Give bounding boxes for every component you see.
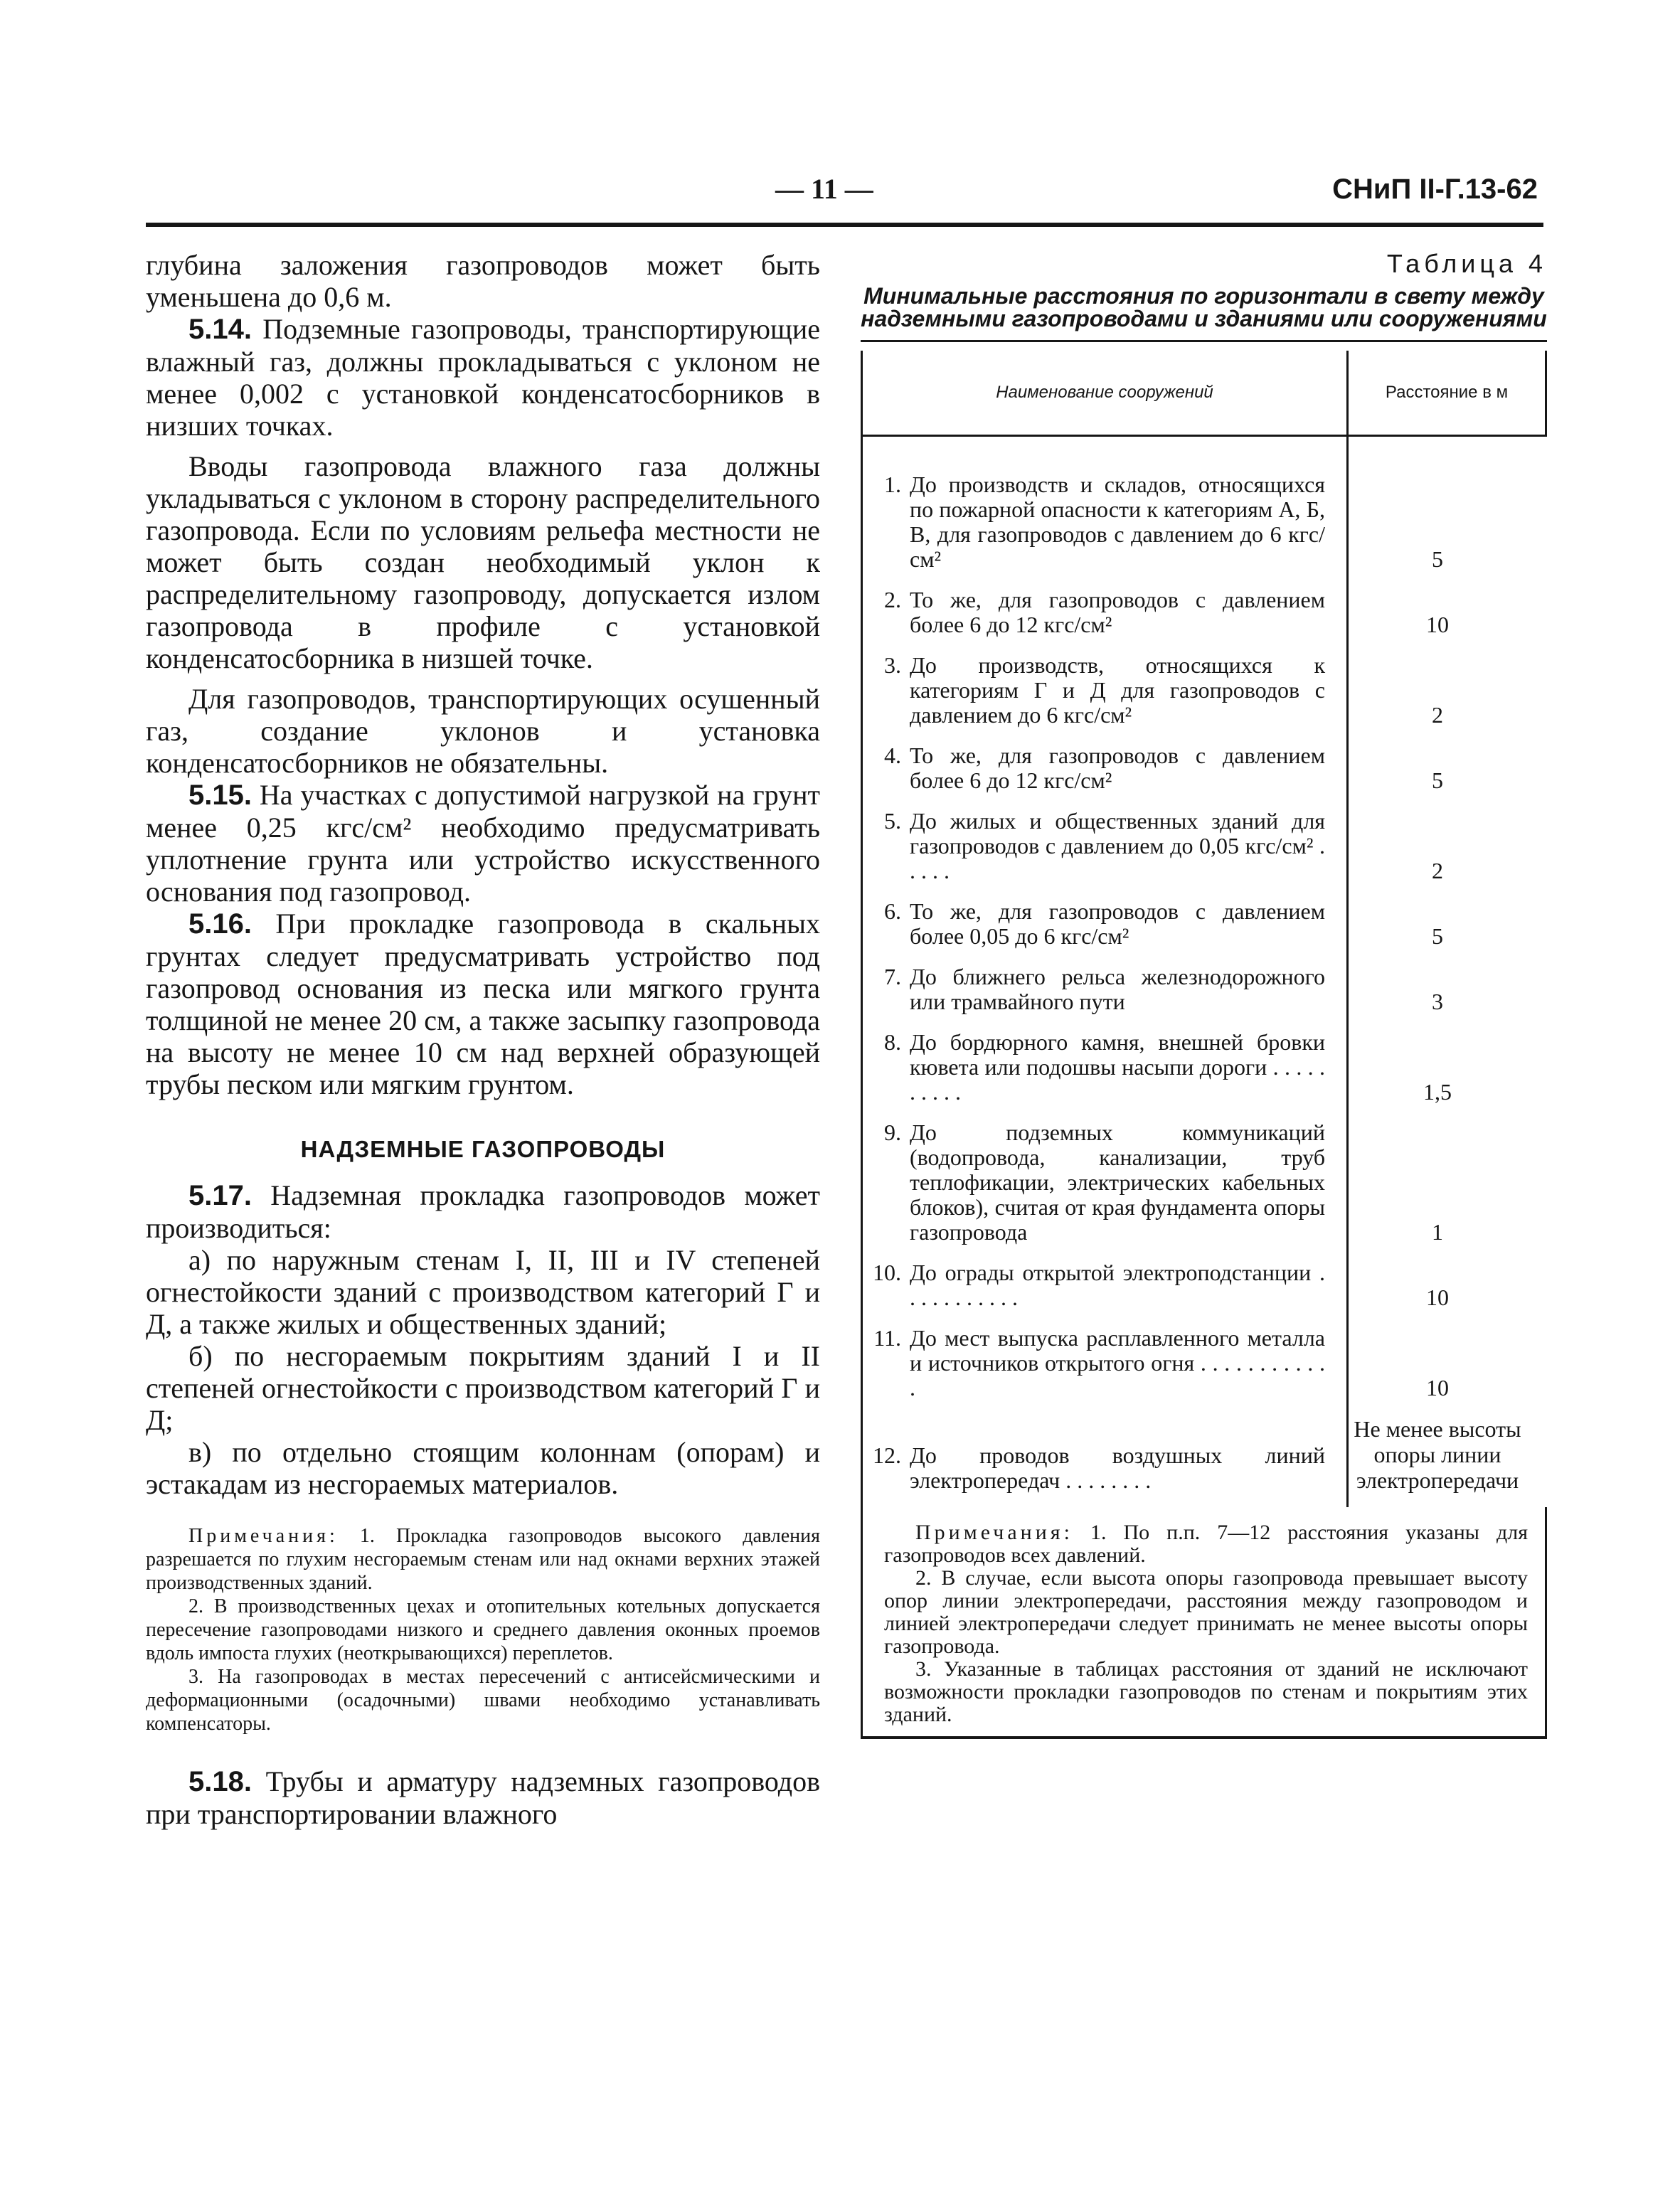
header-rule — [146, 223, 1543, 227]
row-text: До производств и складов, относящихся по пожарной опасности к категориям А, Б, В, для газопроводов с давлением до 6 кгс/см² — [910, 472, 1325, 572]
right-column — [861, 249, 1547, 1739]
row-text: То же, для газопроводов с давлением более 6 до 12 кгс/см² — [910, 743, 1325, 793]
page-number: — 11 — — [775, 173, 873, 205]
row-text: До подземных коммуникаций (водопровода, канализации, труб теплофикации, электрических кабельных блоков), считая от края фундамента опоры газопровода — [910, 1120, 1325, 1245]
clause-text: Трубы и арматуру надземных газопроводов при транспортировании влажного — [146, 1765, 820, 1830]
row-text: До жилых и общественных зданий для газопроводов с давлением до 0,05 кгс/см² . . . . . — [910, 808, 1325, 883]
clause-5-17 — [146, 1179, 820, 1244]
row-number: 11. — [873, 1325, 901, 1351]
table-note-3: 3. Указанные в таблицах расстояния от зданий не исключают возможности прокладки газопроводов по стенам и покрытиям этих зданий. — [884, 1657, 1528, 1726]
row-distance: 3 — [1432, 989, 1443, 1014]
row-number: 12. — [873, 1442, 901, 1468]
table-notes — [861, 1507, 1547, 1739]
row-name-cell — [863, 588, 1325, 637]
list-item-c: в) по отдельно стоящим колоннам (опорам) и эстакадам из несгораемых материалов. — [146, 1436, 820, 1500]
row-number: 2. — [884, 587, 901, 612]
table-row — [863, 1260, 1547, 1310]
row-name-cell — [863, 809, 1325, 883]
table-row — [863, 1326, 1547, 1400]
notes-label: Примечания: — [915, 1521, 1073, 1544]
table-label: Таблица 4 — [1386, 249, 1547, 278]
row-distance: 1 — [1432, 1219, 1443, 1245]
paragraph-continuation: глубина заложения газопроводов может быть уменьшена до 0,6 м. — [146, 249, 820, 313]
paragraph: Для газопроводов, транспортирующих осушенный газ, создание уклонов и установка конденсатосборников не обязательны. — [146, 683, 820, 779]
table-row — [863, 1416, 1547, 1493]
column-header-name: Наименование сооружений — [996, 383, 1213, 402]
clause-5-18 — [146, 1765, 820, 1830]
table-title: Минимальные расстояния по горизонтали в свету между надземными газопроводами и зданиями или сооружениями — [861, 283, 1547, 331]
clause-5-14 — [146, 313, 820, 442]
row-text: До ограды открытой электроподстанции . . . . . . . . . . . — [910, 1260, 1325, 1310]
table-note-1 — [884, 1521, 1528, 1567]
row-distance: 5 — [1432, 546, 1443, 572]
row-number: 10. — [873, 1260, 901, 1285]
row-number: 9. — [884, 1120, 901, 1145]
row-distance: 2 — [1432, 858, 1443, 883]
table-row — [863, 809, 1547, 883]
row-text: До мест выпуска расплавленного металла и источников открытого огня . . . . . . . . . . . . — [910, 1325, 1325, 1400]
row-number: 1. — [884, 472, 901, 497]
row-name-cell — [863, 472, 1325, 572]
table-row — [863, 653, 1547, 728]
clause-number: 5.14. — [188, 314, 252, 345]
document-code: СНиП II-Г.13-62 — [1332, 174, 1538, 205]
row-number: 7. — [884, 964, 901, 989]
clause-5-16 — [146, 908, 820, 1100]
note-3: 3. На газопроводах в местах пересечений с антисейсмическими и деформационными (осадочными) швами необходимо устанавливать компенсаторы. — [146, 1666, 820, 1735]
row-number: 4. — [884, 743, 901, 768]
table-row — [863, 1120, 1547, 1245]
clause-5-15 — [146, 779, 820, 908]
list-item-a: а) по наружным стенам I, II, III и IV степеней огнестойкости зданий с производством категорий Г и Д, а также жилых и общественных зданий; — [146, 1244, 820, 1340]
row-distance: Не менее высоты опоры линии электропередачи — [1354, 1416, 1521, 1493]
row-name-cell — [863, 1260, 1325, 1310]
table-row — [863, 743, 1547, 793]
table-row — [863, 964, 1547, 1014]
row-number: 5. — [884, 808, 901, 834]
row-number: 3. — [884, 652, 901, 678]
table-row — [863, 899, 1547, 949]
clause-number: 5.16. — [188, 908, 252, 940]
row-distance: 2 — [1432, 702, 1443, 728]
table-body — [861, 437, 1547, 1507]
clause-number: 5.17. — [188, 1180, 252, 1211]
row-distance: 5 — [1432, 767, 1443, 793]
row-name-cell — [863, 1443, 1325, 1493]
row-distance: 10 — [1426, 1375, 1449, 1400]
table-note-2: 2. В случае, если высота опоры газопровода превышает высоту опор линии электропередачи, расстояния между газопроводом и линией электропередачи следует принимать не менее высоты опоры газопровода. — [884, 1566, 1528, 1658]
row-number: 6. — [884, 898, 901, 924]
list-item-b: б) по несгораемым покрытиям зданий I и II степеней огнестойкости с производством категорий Г и Д; — [146, 1340, 820, 1436]
row-text: До проводов воздушных линий электропередач . . . . . . . . — [910, 1442, 1325, 1493]
section-heading: НАДЗЕМНЫЕ ГАЗОПРОВОДЫ — [300, 1136, 666, 1162]
table-row — [863, 472, 1547, 572]
row-name-cell — [863, 653, 1325, 728]
paragraph: Вводы газопровода влажного газа должны укладываться с уклоном в сторону распределительного газопровода. Если по условиям рельефа местности не может быть создан необходимый уклон к распределительному газопроводу, допускается излом газопровода в профиле с установкой конденсатосборника в низшей точке. — [146, 450, 820, 674]
row-name-cell — [863, 899, 1325, 949]
row-text: До бордюрного камня, внешней бровки кювета или подошвы насыпи дороги . . . . . . . . . . — [910, 1029, 1325, 1105]
clause-number: 5.18. — [188, 1766, 252, 1797]
clause-text: На участках с допустимой нагрузкой на грунт менее 0,25 кгс/см² необходимо предусматривать уплотнение грунта или устройство искусственного основания под газопровод. — [146, 779, 820, 908]
row-name-cell — [863, 1120, 1325, 1245]
note-text: 1. По п.п. 7—12 расстояния указаны для газопроводов всех давлений. — [884, 1521, 1528, 1567]
notes-label: Примечания: — [188, 1525, 339, 1547]
row-name-cell — [863, 1030, 1325, 1105]
table-top-rule — [861, 340, 1547, 342]
row-distance: 1,5 — [1423, 1079, 1452, 1105]
row-text: До ближнего рельса железнодорожного или трамвайного пути — [910, 964, 1325, 1014]
table-row — [863, 1030, 1547, 1105]
table-row — [863, 588, 1547, 637]
row-distance: 10 — [1426, 612, 1449, 637]
row-distance: 5 — [1432, 923, 1443, 949]
left-column — [146, 249, 820, 1830]
row-text: То же, для газопроводов с давлением более 0,05 до 6 кгс/см² — [910, 898, 1325, 949]
table-header — [861, 351, 1547, 437]
note-2: 2. В производственных цехах и отопительных котельных допускается пересечение газопроводами низкого и среднего давления оконных проемов вдоль импоста глухих (неоткрывающихся) переплетов. — [146, 1595, 820, 1664]
clause-number: 5.15. — [188, 780, 252, 811]
note-text: 1. Прокладка газопроводов высокого давления разрешается по глухим несгораемым стенам или над окнами верхних этажей производственных зданий. — [146, 1525, 820, 1594]
clause-text: При прокладке газопровода в скальных грунтах следует предусматривать устройство под газопровод основания из песка или мягкого грунта толщиной не менее 20 см, а также засыпку газопровода на высоту не менее 10 см над верхней образующей трубы песком или мягким грунтом. — [146, 908, 820, 1100]
row-name-cell — [863, 743, 1325, 793]
column-header-distance: Расстояние в м — [1346, 351, 1545, 435]
row-name-cell — [863, 1326, 1325, 1400]
row-text: То же, для газопроводов с давлением более 6 до 12 кгс/см² — [910, 587, 1325, 637]
clause-text: Подземные газопроводы, транспортирующие влажный газ, должны прокладываться с уклоном не менее 0,002 с установкой конденсатосборников в низших точках. — [146, 313, 820, 442]
row-name-cell — [863, 964, 1325, 1014]
row-distance: 10 — [1426, 1285, 1449, 1310]
clause-text: Надземная прокладка газопроводов может производиться: — [146, 1179, 820, 1244]
column-divider — [1346, 437, 1349, 1507]
note-1 — [146, 1524, 820, 1595]
row-text: До производств, относящихся к категориям Г и Д для газопроводов с давлением до 6 кгс/см² — [910, 652, 1325, 728]
row-number: 8. — [884, 1029, 901, 1055]
